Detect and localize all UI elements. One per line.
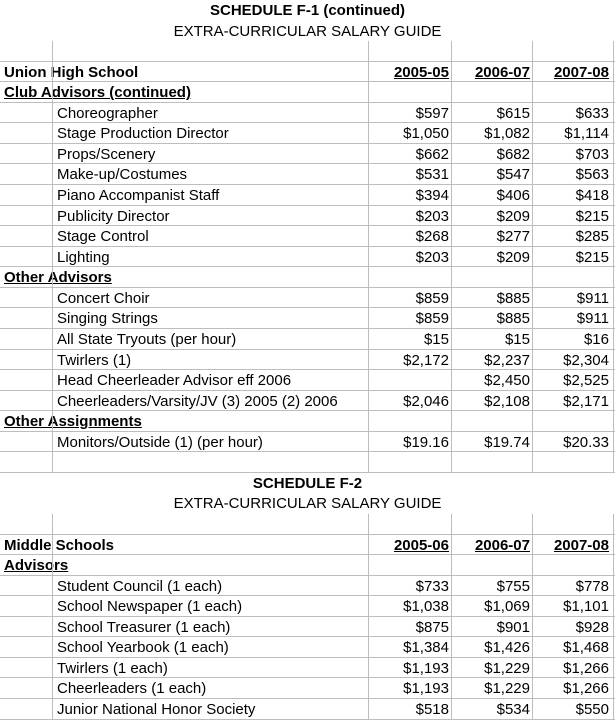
position-label: Singing Strings	[57, 310, 158, 328]
salary-cell: $203	[415, 207, 449, 225]
position-label: School Newspaper (1 each)	[57, 598, 243, 616]
school-name: Union High School	[4, 63, 139, 81]
salary-cell: $1,426	[484, 639, 530, 657]
salary-cell: $755	[496, 577, 530, 595]
table-row	[0, 617, 615, 638]
position-label: Choreographer	[57, 104, 158, 122]
position-label: Monitors/Outside (1) (per hour)	[57, 433, 263, 451]
blank-row	[0, 41, 615, 62]
salary-cell: $911	[576, 289, 609, 307]
salary-cell: $394	[415, 187, 449, 205]
section-heading: Other Advisors	[4, 269, 112, 287]
f2-subtitle-row	[0, 493, 615, 514]
salary-cell: $209	[496, 248, 530, 266]
salary-cell: $859	[415, 289, 449, 307]
table-row	[0, 164, 615, 185]
f1-title-row	[0, 0, 615, 21]
position-label: All State Tryouts (per hour)	[57, 330, 237, 348]
salary-cell: $19.74	[484, 433, 530, 451]
column-gridline	[52, 41, 53, 473]
table-row	[0, 391, 615, 412]
salary-cell: $1,069	[484, 598, 530, 616]
position-label: Make-up/Costumes	[57, 166, 188, 184]
column-gridline	[532, 41, 533, 473]
salary-cell: $518	[415, 701, 449, 719]
salary-cell: $1,468	[563, 639, 609, 657]
table-row	[0, 370, 615, 391]
schedule-title: SCHEDULE F-2	[252, 474, 363, 492]
salary-cell: $1,101	[563, 598, 609, 616]
section-heading: Advisors	[4, 557, 69, 575]
table-row	[0, 103, 615, 124]
year-header-2: 2006-07	[474, 63, 530, 81]
salary-cell: $2,304	[563, 351, 609, 369]
salary-cell: $268	[415, 228, 449, 246]
salary-cell: $2,046	[403, 392, 449, 410]
position-label: Props/Scenery	[57, 145, 156, 163]
position-label: Student Council (1 each)	[57, 577, 223, 595]
salary-cell: $1,038	[403, 598, 449, 616]
section-heading: Other Assignments	[4, 413, 142, 431]
salary-cell: $203	[415, 248, 449, 266]
salary-cell: $875	[415, 618, 449, 636]
salary-cell: $2,171	[563, 392, 609, 410]
f2-title-row	[0, 473, 615, 494]
table-row	[0, 350, 615, 371]
schedule-title: SCHEDULE F-1 (continued)	[210, 2, 405, 19]
table-row	[0, 288, 615, 309]
salary-cell: $215	[575, 207, 609, 225]
year-header-3: 2007-08	[553, 536, 609, 554]
salary-cell	[369, 370, 449, 390]
salary-cell: $733	[415, 577, 449, 595]
salary-cell: $859	[415, 310, 449, 328]
table-row	[0, 658, 615, 679]
table-row	[0, 226, 615, 247]
table-row	[0, 576, 615, 597]
salary-cell: $20.33	[563, 433, 609, 451]
year-header-1: 2005-06	[393, 536, 449, 554]
salary-cell: $1,384	[403, 639, 449, 657]
column-gridline	[532, 514, 533, 720]
salary-cell: $563	[575, 166, 609, 184]
salary-cell: $885	[496, 289, 530, 307]
salary-cell: $597	[415, 104, 449, 122]
column-gridline	[52, 514, 53, 720]
f1-section-row	[0, 267, 615, 288]
position-label: Stage Production Director	[57, 125, 229, 143]
section-heading: Club Advisors (continued)	[4, 84, 191, 102]
year-header-3: 2007-08	[553, 63, 609, 81]
schedule-subtitle: EXTRA-CURRICULAR SALARY GUIDE	[173, 495, 442, 513]
salary-cell: $2,237	[484, 351, 530, 369]
salary-cell: $911	[576, 310, 609, 328]
salary-cell: $531	[415, 166, 449, 184]
salary-cell: $778	[575, 577, 609, 595]
position-label: School Yearbook (1 each)	[57, 639, 229, 657]
position-label: Junior National Honor Society	[57, 701, 256, 719]
table-row	[0, 247, 615, 268]
salary-cell: $550	[575, 701, 609, 719]
salary-cell: $1,229	[484, 659, 530, 677]
salary-cell: $615	[496, 104, 530, 122]
salary-cell: $633	[575, 104, 609, 122]
salary-cell: $418	[575, 187, 609, 205]
salary-cell: $209	[496, 207, 530, 225]
year-header-2: 2006-07	[474, 536, 530, 554]
position-label: Concert Choir	[57, 289, 150, 307]
table-row	[0, 329, 615, 350]
table-row	[0, 432, 615, 453]
salary-cell: $1,266	[563, 680, 609, 698]
table-row	[0, 308, 615, 329]
column-gridline	[613, 514, 614, 720]
salary-cell: $19.16	[403, 433, 449, 451]
position-label: School Treasurer (1 each)	[57, 618, 231, 636]
column-gridline	[368, 41, 369, 473]
salary-cell: $1,114	[564, 125, 609, 143]
f1-header-row	[0, 62, 615, 83]
salary-cell: $285	[575, 228, 609, 246]
f2-header-row	[0, 535, 615, 556]
salary-cell: $2,450	[484, 372, 530, 390]
table-row	[0, 144, 615, 165]
salary-cell: $885	[496, 310, 530, 328]
position-label: Stage Control	[57, 228, 149, 246]
position-label: Piano Accompanist Staff	[57, 187, 220, 205]
position-label: Cheerleaders/Varsity/JV (3) 2005 (2) 2006	[57, 392, 338, 410]
f1-section-row	[0, 82, 615, 103]
salary-cell: $406	[496, 187, 530, 205]
blank-row	[0, 514, 615, 535]
position-label: Twirlers (1 each)	[57, 659, 168, 677]
position-label: Head Cheerleader Advisor eff 2006	[57, 372, 292, 390]
table-row	[0, 185, 615, 206]
position-label: Cheerleaders (1 each)	[57, 680, 207, 698]
column-gridline	[451, 41, 452, 473]
salary-cell: $15	[423, 330, 449, 348]
salary-cell: $1,050	[403, 125, 449, 143]
salary-cell: $1,193	[403, 680, 449, 698]
position-label: Publicity Director	[57, 207, 170, 225]
f1-subtitle-row	[0, 21, 615, 42]
salary-cell: $534	[496, 701, 530, 719]
column-gridline	[613, 41, 614, 473]
f2-section-row	[0, 555, 615, 576]
salary-cell: $1,229	[484, 680, 530, 698]
salary-cell: $928	[575, 618, 609, 636]
salary-cell: $1,266	[563, 659, 609, 677]
position-label: Lighting	[57, 248, 110, 266]
salary-cell: $1,082	[484, 125, 530, 143]
column-gridline	[451, 514, 452, 720]
salary-cell: $682	[496, 145, 530, 163]
salary-cell: $2,525	[563, 372, 609, 390]
table-row	[0, 596, 615, 617]
salary-cell: $662	[415, 145, 449, 163]
table-row	[0, 206, 615, 227]
table-row	[0, 699, 615, 720]
table-row	[0, 637, 615, 658]
blank-row	[0, 452, 615, 473]
year-header-1: 2005-05	[393, 63, 449, 81]
salary-cell: $901	[496, 618, 530, 636]
position-label: Twirlers (1)	[57, 351, 132, 369]
salary-cell: $703	[575, 145, 609, 163]
salary-cell: $2,108	[484, 392, 530, 410]
column-gridline	[368, 514, 369, 720]
salary-cell: $277	[496, 228, 530, 246]
salary-cell: $547	[496, 166, 530, 184]
table-row	[0, 678, 615, 699]
f1-section-row	[0, 411, 615, 432]
salary-cell: $15	[504, 330, 530, 348]
salary-cell: $2,172	[403, 351, 449, 369]
salary-cell: $1,193	[403, 659, 449, 677]
table-row	[0, 123, 615, 144]
school-name: Middle Schools	[4, 536, 115, 554]
salary-cell: $16	[583, 330, 609, 348]
schedule-subtitle: EXTRA-CURRICULAR SALARY GUIDE	[173, 22, 442, 40]
salary-cell: $215	[575, 248, 609, 266]
